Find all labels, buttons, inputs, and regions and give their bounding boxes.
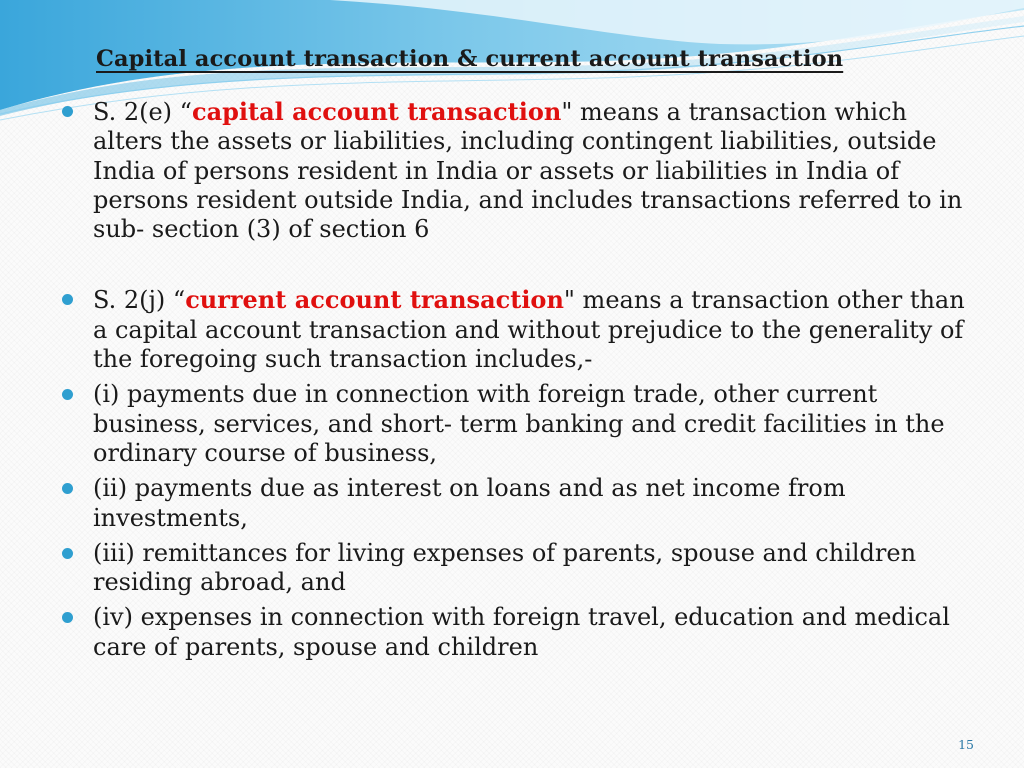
list-item — [62, 380, 982, 468]
bullet-list — [62, 97, 982, 668]
bullet-dot-icon — [62, 483, 73, 494]
list-item — [62, 474, 982, 533]
page-number: 15 — [958, 737, 974, 752]
list-item — [62, 285, 982, 374]
slide-title: Capital account transaction & current account transaction — [96, 46, 844, 72]
list-item — [62, 603, 982, 662]
bullet-dot-icon — [62, 294, 73, 305]
list-item — [62, 539, 982, 598]
bullet-prefix: S. 2(j) “ — [93, 286, 186, 315]
bullet-dot-icon — [62, 548, 73, 559]
bullet-dot-icon — [62, 389, 73, 400]
bullet-text: (i) payments due in connection with foreign trade, other current business, services, and short- term banking and credit facilities in the ordinary course of business, — [93, 380, 945, 467]
bullet-text: " means a transaction which alters the assets or liabilities, including contingent liabilities, outside India of persons resident in India or assets or liabilities in India of persons resident outside India, and includes transactions referred to in sub- section (3) of section 6 — [93, 98, 963, 244]
bullet-text: (iv) expenses in connection with foreign travel, education and medical care of parents, spouse and children — [93, 603, 950, 661]
bullet-dot-icon — [62, 106, 73, 117]
defined-term-capital: capital account transaction — [191, 97, 562, 126]
bullet-text: (iii) remittances for living expenses of parents, spouse and children residing abroad, and — [93, 538, 917, 597]
bullet-dot-icon — [62, 612, 73, 623]
bullet-text: (ii) payments due as interest on loans and as net income from investments, — [93, 474, 846, 532]
list-item — [62, 97, 982, 244]
bullet-prefix: S. 2(e) “ — [93, 98, 192, 126]
bullet-text: " means a transaction other than a capital account transaction and without prejudice to the generality of the foregoing such transaction includes,- — [93, 286, 965, 374]
defined-term-current: current account transaction — [185, 285, 564, 315]
